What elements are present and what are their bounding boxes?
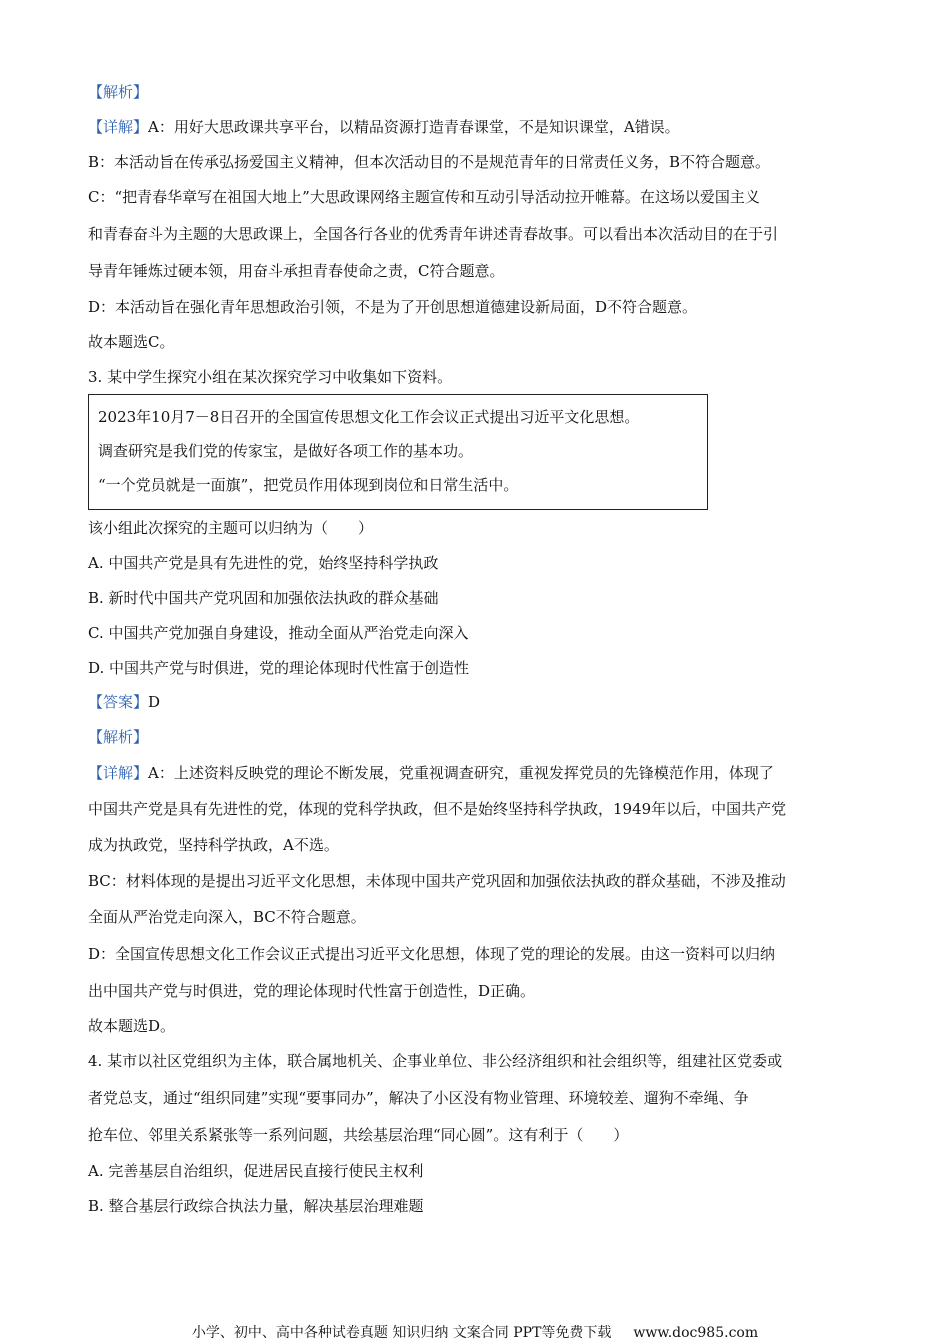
material-line: 2023年10月7－8日召开的全国宣传思想文化工作会议正式提出习近平文化思想。 <box>98 408 640 426</box>
analysis-line-bc1: BC：材料体现的是提出习近平文化思想，未体现中国共产党巩固和加强依法执政的群众基础，不涉及推动 <box>88 872 786 890</box>
answer-tag: 【答案】 <box>88 693 149 711</box>
conclusion-text: 故本题选D。 <box>88 1017 176 1035</box>
option-d: D. 中国共产党与时俱进，党的理论体现时代性富于创造性 <box>88 659 470 677</box>
material-line: “一个党员就是一面旗”，把党员作用体现到岗位和日常生活中。 <box>98 476 519 494</box>
analysis-tag: 【解析】 <box>88 728 149 746</box>
detail-tag: 【详解】 <box>88 764 149 782</box>
option-c: C. 中国共产党加强自身建设，推动全面从严治党走向深入 <box>88 624 469 642</box>
analysis-line-c2: 和青春奋斗为主题的大思政课上，全国各行各业的优秀青年讲述青春故事。可以看出本次活动目的在于引 <box>88 225 779 243</box>
question-3-prompt: 该小组此次探究的主题可以归纳为（ ） <box>88 519 374 537</box>
option-b: B. 整合基层行政综合执法力量，解决基层治理难题 <box>88 1197 424 1215</box>
analysis-line-d2: 出中国共产党与时俱进，党的理论体现时代性富于创造性，D正确。 <box>88 982 536 1000</box>
option-a: A. 完善基层自治组织，促进居民直接行使民主权利 <box>88 1162 424 1180</box>
question-3-stem: 3. 某中学生探究小组在某次探究学习中收集如下资料。 <box>88 368 453 386</box>
detail-text: A：用好大思政课共享平台，以精品资源打造青春课堂，不是知识课堂，A错误。 <box>148 118 680 136</box>
detail-paragraph <box>88 763 878 783</box>
question-4-stem-line3: 抢车位、邻里关系紧张等一系列问题，共绘基层治理“同心圆”。这有利于（ ） <box>88 1126 629 1144</box>
option-a: A. 中国共产党是具有先进性的党，始终坚持科学执政 <box>88 554 439 572</box>
material-line: 调查研究是我们党的传家宝，是做好各项工作的基本功。 <box>98 442 474 460</box>
analysis-tag: 【解析】 <box>88 83 149 101</box>
analysis-line-d: D：本活动旨在强化青年思想政治引领，不是为了开创思想道德建设新局面，D不符合题意。 <box>88 298 698 316</box>
detail-text: A：上述资料反映党的理论不断发展，党重视调查研究，重视发挥党员的先锋模范作用，体现了 <box>148 764 774 782</box>
material-box <box>88 394 708 510</box>
analysis-line-c3: 导青年锤炼过硬本领，用奋斗承担青春使命之责，C符合题意。 <box>88 262 505 280</box>
detail-tag: 【详解】 <box>88 118 149 136</box>
detail-line-3: 成为执政党，坚持科学执政，A不选。 <box>88 836 339 854</box>
detail-line-2: 中国共产党是具有先进性的党，体现的党科学执政，但不是始终坚持科学执政，1949年以后，中国共产党 <box>88 800 787 818</box>
analysis-line-c1: C：“把青春华章写在祖国大地上”大思政课网络主题宣传和互动引导活动拉开帷幕。在这场以爱国主义 <box>88 188 760 206</box>
detail-paragraph <box>88 117 878 137</box>
option-b: B. 新时代中国共产党巩固和加强依法执政的群众基础 <box>88 589 439 607</box>
analysis-line-bc2: 全面从严治党走向深入，BC不符合题意。 <box>88 908 366 926</box>
answer-line <box>88 692 878 712</box>
footer-text: 小学、初中、高中各种试卷真题 知识归纳 文案合同 PPT等免费下载 <box>191 1325 612 1341</box>
conclusion-text: 故本题选C。 <box>88 333 175 351</box>
question-4-stem-line2: 者党总支，通过“组织同建”实现“要事同办”，解决了小区没有物业管理、环境较差、遛狗不牵绳、争 <box>88 1089 749 1107</box>
question-4-stem-line1: 4. 某市以社区党组织为主体，联合属地机关、企事业单位、非公经济组织和社会组织等，组建社区党委或 <box>88 1052 783 1070</box>
footer-link[interactable]: www.doc985.com <box>633 1325 759 1341</box>
page-footer <box>0 1324 950 1342</box>
answer-value: D <box>148 693 161 711</box>
analysis-line-b: B：本活动旨在传承弘扬爱国主义精神，但本次活动目的不是规范青年的日常责任义务，B不符合题意。 <box>88 153 771 171</box>
analysis-line-d1: D：全国宣传思想文化工作会议正式提出习近平文化思想，体现了党的理论的发展。由这一资料可以归纳 <box>88 945 776 963</box>
